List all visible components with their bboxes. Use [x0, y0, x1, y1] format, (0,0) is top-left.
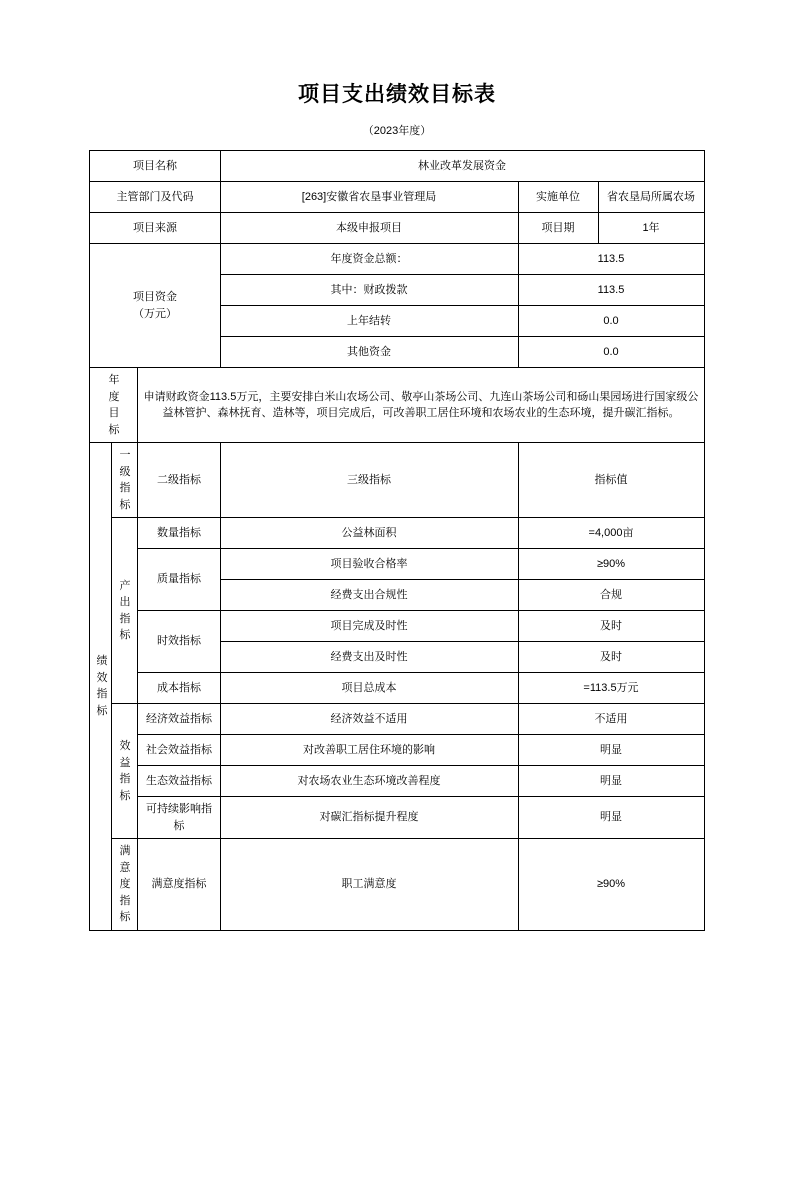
indicator-value: 明显	[518, 735, 704, 766]
page-subtitle: （2023年度）	[362, 125, 432, 137]
page-title: 项目支出绩效目标表	[298, 82, 496, 106]
indicator-level2: 时效指标	[138, 611, 220, 673]
indicator-value: ≥90%	[518, 549, 704, 580]
indicator-value: 明显	[518, 766, 704, 797]
indicator-level2: 成本指标	[138, 673, 220, 704]
annual-goal-label: 年度目标	[90, 368, 138, 443]
table-row-indicator	[90, 704, 704, 735]
implement-unit-value: 省农垦局所属农场	[598, 182, 704, 213]
source-label: 项目来源	[90, 213, 220, 244]
table-row-indicator	[90, 797, 704, 839]
indicator-level2: 生态效益指标	[138, 766, 220, 797]
table-row-indicator	[90, 611, 704, 642]
indicator-level3: 经费支出及时性	[220, 642, 518, 673]
indicator-level2: 质量指标	[138, 549, 220, 611]
indicator-level3: 职工满意度	[220, 839, 518, 931]
department-value: [263]安徽省农垦事业管理局	[220, 182, 518, 213]
indicator-value: =113.5万元	[518, 673, 704, 704]
indicator-value: 及时	[518, 642, 704, 673]
indicator-value: 及时	[518, 611, 704, 642]
indicator-level2: 可持续影响指标	[138, 797, 220, 839]
table-row-indicator	[90, 549, 704, 580]
performance-indicators-label: 绩效指标	[90, 443, 112, 931]
indicator-value: 合规	[518, 580, 704, 611]
indicator-value: 明显	[518, 797, 704, 839]
indicator-value: ≥90%	[518, 839, 704, 931]
table-row-fund-total	[90, 244, 704, 275]
fund-row-value-3: 0.0	[518, 337, 704, 368]
indicator-level2: 社会效益指标	[138, 735, 220, 766]
document-page	[0, 78, 794, 1200]
source-value: 本级申报项目	[220, 213, 518, 244]
indicator-level3: 对碳汇指标提升程度	[220, 797, 518, 839]
period-label: 项目期	[518, 213, 598, 244]
table-row-indicator	[90, 518, 704, 549]
fund-row-name-1: 其中：财政拨款	[220, 275, 518, 306]
indicator-value: =4,000亩	[518, 518, 704, 549]
project-funds-label-text: 项目资金	[132, 291, 177, 303]
indicator-level2: 数量指标	[138, 518, 220, 549]
project-funds-label	[90, 244, 220, 368]
indicator-header-level2: 二级指标	[138, 443, 220, 518]
indicator-header-level3: 三级指标	[220, 443, 518, 518]
indicator-header-value: 指标值	[518, 443, 704, 518]
indicator-group-label: 满意度指标	[112, 839, 138, 931]
fund-row-name-3: 其他资金	[220, 337, 518, 368]
fund-row-value-2: 0.0	[518, 306, 704, 337]
project-name-label: 项目名称	[90, 151, 220, 182]
table-row-indicator	[90, 766, 704, 797]
indicator-level3: 项目总成本	[220, 673, 518, 704]
annual-goal-text: 申请财政资金113.5万元，主要安排白米山农场公司、敬亭山茶场公司、九连山茶场公司和砀山果园场进行国家级公益林管护、森林抚育、造林等，项目完成后，可改善职工居住环境和农场农业的生态环境，提升碳汇指标。	[138, 368, 704, 443]
indicator-group-label: 效益指标	[112, 704, 138, 839]
indicator-level3: 经费支出合规性	[220, 580, 518, 611]
fund-row-value-0: 113.5	[518, 244, 704, 275]
fund-row-name-2: 上年结转	[220, 306, 518, 337]
implement-unit-label: 实施单位	[518, 182, 598, 213]
indicator-level2: 经济效益指标	[138, 704, 220, 735]
indicator-value: 不适用	[518, 704, 704, 735]
indicator-level3: 对改善职工居住环境的影响	[220, 735, 518, 766]
indicator-level2: 满意度指标	[138, 839, 220, 931]
table-row-annual-goal	[90, 368, 704, 443]
table-row-source	[90, 213, 704, 244]
performance-goal-table	[89, 150, 704, 931]
indicator-group-label: 产出指标	[112, 518, 138, 704]
indicator-level3: 对农场农业生态环境改善程度	[220, 766, 518, 797]
indicator-level3: 项目验收合格率	[220, 549, 518, 580]
table-row-indicator	[90, 735, 704, 766]
project-name-value: 林业改革发展资金	[220, 151, 704, 182]
fund-row-name-0: 年度资金总额：	[220, 244, 518, 275]
department-label: 主管部门及代码	[90, 182, 220, 213]
table-row-indicator	[90, 839, 704, 931]
table-row-indicator-header	[90, 443, 704, 518]
indicator-level3: 公益林面积	[220, 518, 518, 549]
table-row-indicator	[90, 673, 704, 704]
indicator-level3: 经济效益不适用	[220, 704, 518, 735]
indicator-header-level1: 一级指标	[112, 443, 138, 518]
project-funds-unit-text: （万元）	[132, 307, 177, 320]
period-value: 1年	[598, 213, 704, 244]
indicator-level3: 项目完成及时性	[220, 611, 518, 642]
table-row-project-name	[90, 151, 704, 182]
fund-row-value-1: 113.5	[518, 275, 704, 306]
table-row-department	[90, 182, 704, 213]
